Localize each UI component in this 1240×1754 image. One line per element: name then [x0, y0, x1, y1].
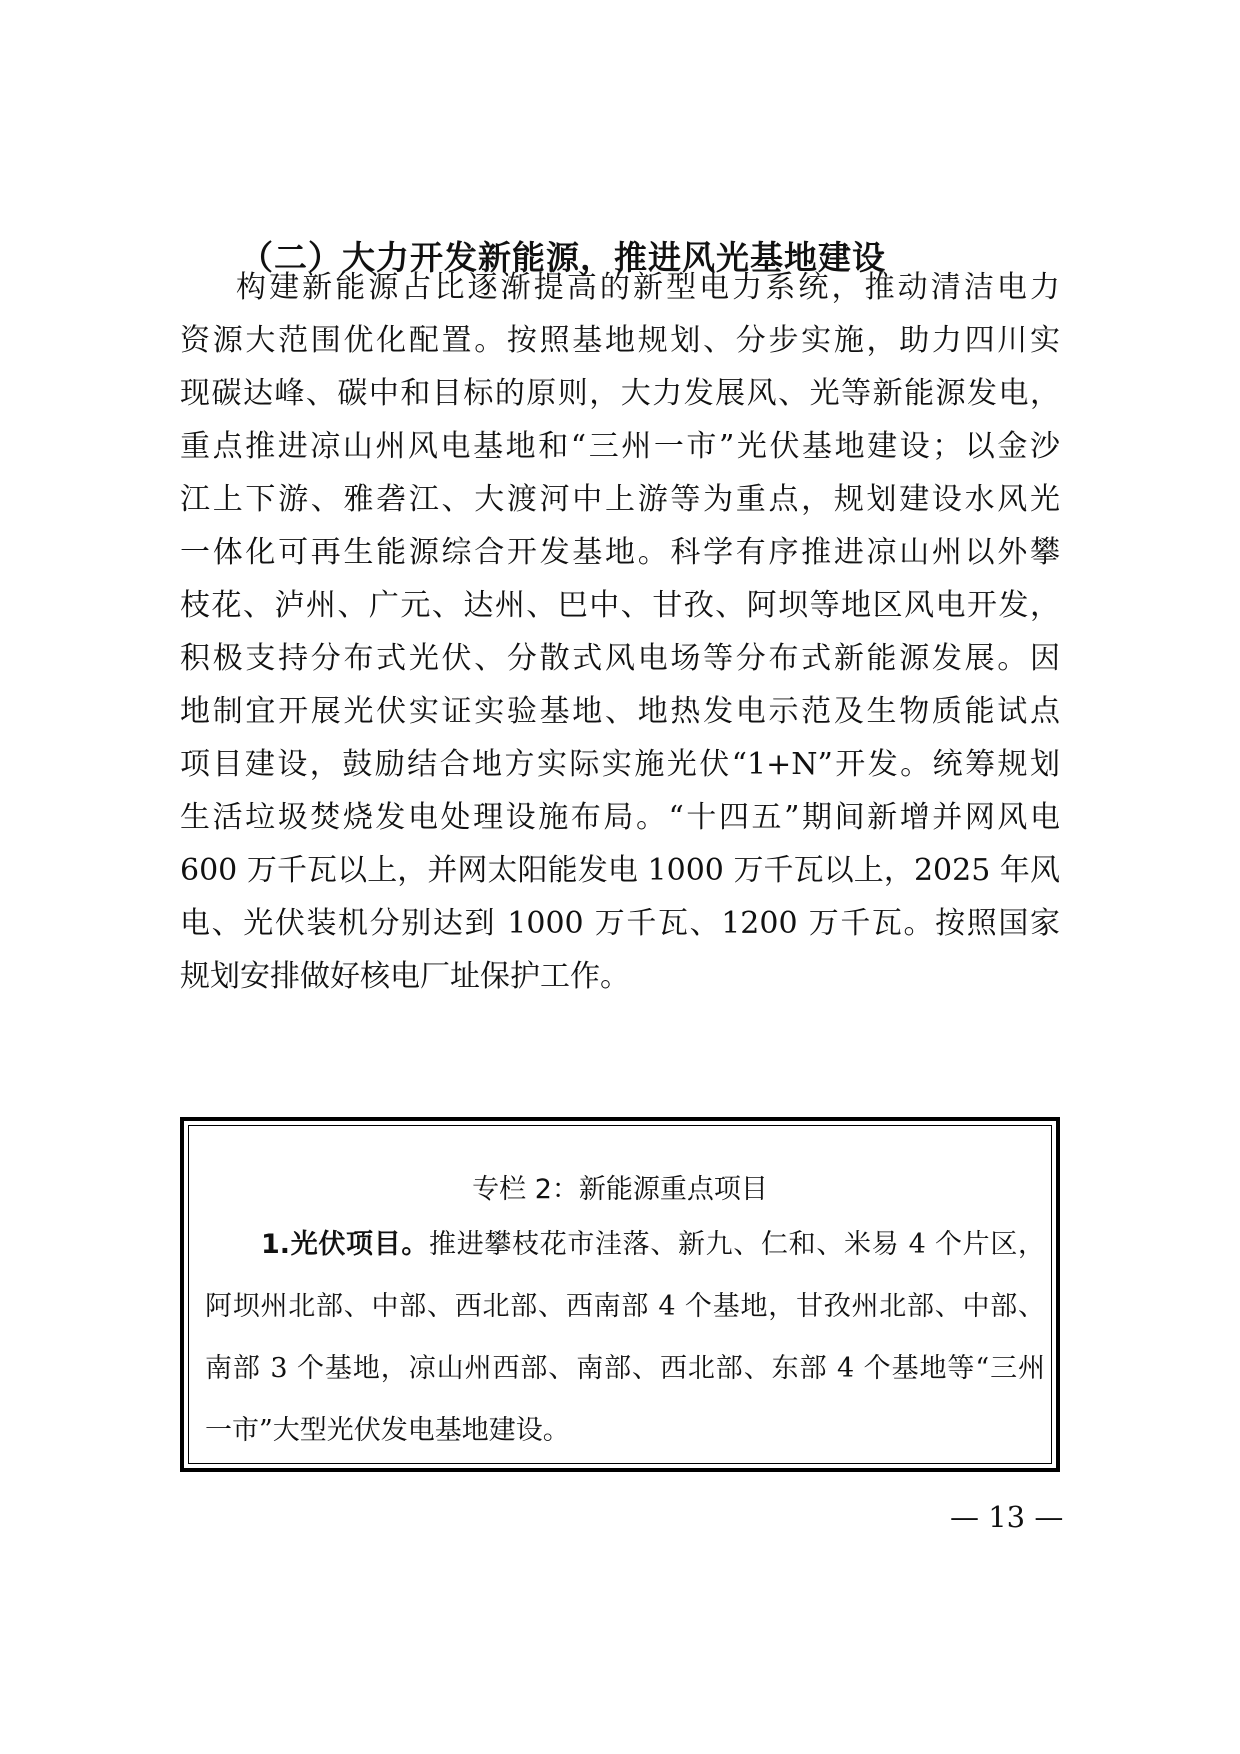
- sidebar-title: 专栏 2：新能源重点项目: [472, 1174, 768, 1205]
- paragraph-line: 江上下游、雅砻江、大渡河中上游等为重点，规划建设水风光: [180, 482, 1060, 517]
- sidebar-inner-border: [188, 1125, 1052, 1464]
- paragraph-line: 项目建设，鼓励结合地方实际实施光伏“1+N”开发。统筹规划: [180, 747, 1060, 782]
- sidebar-item-text: 推进攀枝花市洼落、新九、仁和、米易 4 个片区，: [429, 1229, 1045, 1260]
- paragraph-line: 枝花、泸州、广元、达州、巴中、甘孜、阿坝等地区风电开发，: [180, 588, 1060, 623]
- paragraph-line: 一体化可再生能源综合开发基地。科学有序推进凉山州以外攀: [180, 535, 1060, 570]
- sidebar-item-line: 一市”大型光伏发电基地建设。: [205, 1415, 570, 1446]
- sidebar-item-line: 南部 3 个基地，凉山州西部、南部、西北部、东部 4 个基地等“三州: [205, 1353, 1045, 1384]
- paragraph-line: 生活垃圾焚烧发电处理设施布局。“十四五”期间新增并网风电: [180, 800, 1060, 835]
- paragraph-line: 电、光伏装机分别达到 1000 万千瓦、1200 万千瓦。按照国家: [180, 906, 1060, 941]
- sidebar-item-label: 1.光伏项目。: [261, 1229, 430, 1260]
- paragraph-line: 重点推进凉山州风电基地和“三州一市”光伏基地建设；以金沙: [180, 429, 1060, 464]
- paragraph-line: 资源大范围优化配置。按照基地规划、分步实施，助力四川实: [180, 323, 1060, 358]
- paragraph-line: 规划安排做好核电厂址保护工作。: [180, 959, 630, 994]
- section-heading: （二）大力开发新能源，推进风光基地建设: [240, 238, 886, 277]
- paragraph-line: 地制宜开展光伏实证实验基地、地热发电示范及生物质能试点: [180, 694, 1060, 729]
- sidebar-item-line: [261, 1218, 1045, 1272]
- page-number: — 13 —: [950, 1500, 1064, 1534]
- paragraph-line: 现碳达峰、碳中和目标的原则，大力发展风、光等新能源发电，: [180, 376, 1060, 411]
- paragraph-line: 构建新能源占比逐渐提高的新型电力系统，推动清洁电力: [236, 270, 1060, 305]
- sidebar-box: [180, 1117, 1060, 1472]
- sidebar-item-line: 阿坝州北部、中部、西北部、西南部 4 个基地，甘孜州北部、中部、: [205, 1291, 1045, 1322]
- paragraph-line: 积极支持分布式光伏、分散式风电场等分布式新能源发展。因: [180, 641, 1060, 676]
- paragraph-line: 600 万千瓦以上，并网太阳能发电 1000 万千瓦以上，2025 年风: [180, 853, 1060, 888]
